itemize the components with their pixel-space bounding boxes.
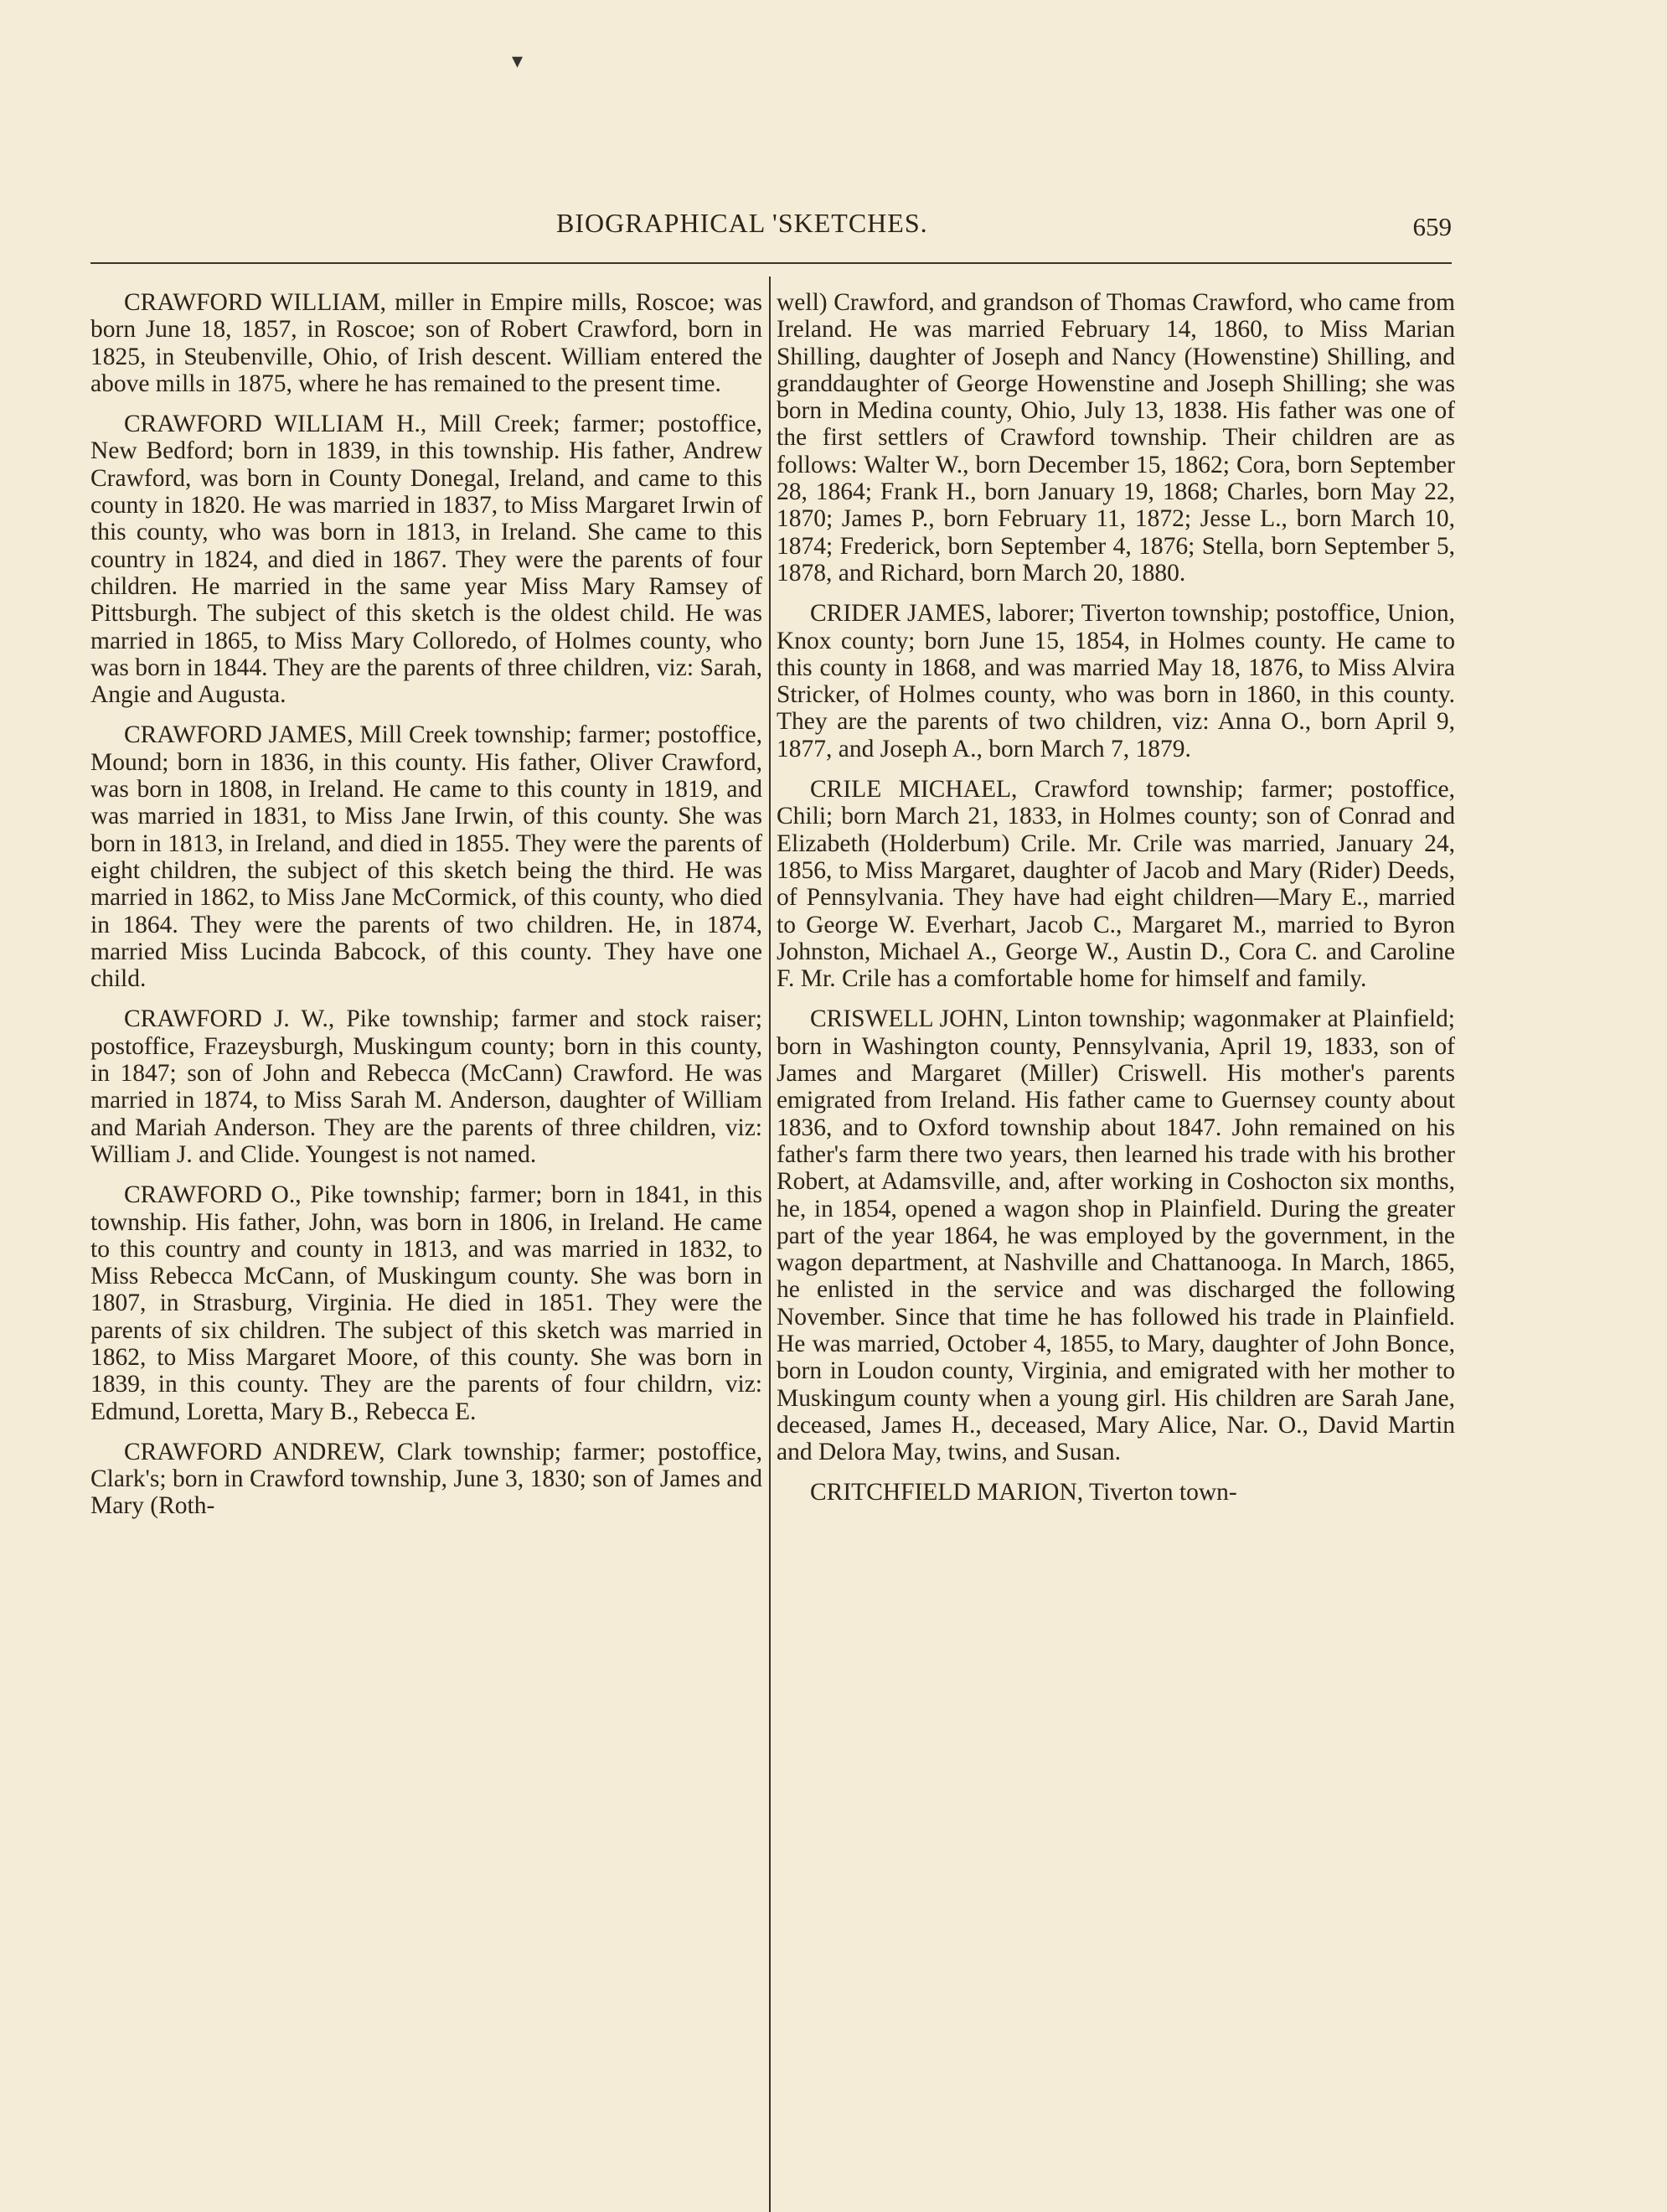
entry-crawford-j-w: CRAWFORD J. W., Pike township; farmer and stock raiser; postoffice, Frazeysburgh, Muskingum county; born in this county, in 1847; son of John and Rebecca (McCann) Crawford. He was married in 1874, to Miss Sarah M. Anderson, daughter of William and Mariah Anderson. They are the parents of three children, viz: William J. and Clide. Youngest is not named. xyxy=(90,1005,762,1168)
printer-mark: ▾ xyxy=(512,49,524,73)
right-column xyxy=(777,289,1455,1520)
header-rule xyxy=(90,262,1452,264)
entry-critchfield-marion: CRITCHFIELD MARION, Tiverton town- xyxy=(810,1479,1237,1507)
left-column xyxy=(90,289,762,1533)
entry-crawford-james: CRAWFORD JAMES, Mill Creek township; farmer; postoffice, Mound; born in 1836, in this county. His father, Oliver Crawford, was born in 1808, in Ireland. He came to this county in 1819, and was married in 1831, to Miss Jane Irwin, of this county. She was born in 1813, in Ireland, and died in 1855. They were the parents of eight children, the subject of this sketch being the third. He was married in 1862, to Miss Jane McCormick, of this county, who died in 1864. They were the parents of two children. He, in 1874, married Miss Lucinda Babcock, of this county. They have one child. xyxy=(90,721,762,993)
entry-crawford-o: CRAWFORD O., Pike township; farmer; born in 1841, in this township. His father, John, was born in 1806, in Ireland. He came to this country and county in 1813, and was married in 1832, to Miss Rebecca McCann, of Muskingum county. She was born in 1807, in Strasburg, Virginia. He died in 1851. They were the parents of six children. The subject of this sketch was married in 1862, to Miss Margaret Moore, of this county. She was born in 1839, in this county. They are the parents of four childrn, viz: Edmund, Loretta, Mary B., Rebecca E. xyxy=(90,1181,762,1425)
entry-crawford-andrew: CRAWFORD ANDREW, Clark township; farmer; postoffice, Clark's; born in Crawford township, June 3, 1830; son of James and Mary (Roth- xyxy=(90,1438,762,1520)
entry-crawford-william-h: CRAWFORD WILLIAM H., Mill Creek; farmer; postoffice, New Bedford; born in 1839, in this township. His father, Andrew Crawford, was born in County Donegal, Ireland, and came to this county in 1820. He was married in 1837, to Miss Margaret Irwin of this county, who was born in 1813, in Ireland. She came to this country in 1824, and died in 1867. They were the parents of four children. He married in the same year Miss Mary Ramsey of Pittsburgh. The subject of this sketch is the oldest child. He was married in 1865, to Miss Mary Colloredo, of Holmes county, who was born in 1844. They are the parents of three children, viz: Sarah, Angie and Augusta. xyxy=(90,411,762,709)
column-divider xyxy=(769,276,771,2212)
page-number: 659 xyxy=(1412,212,1452,241)
entry-crawford-andrew-continued: well) Crawford, and grandson of Thomas Crawford, who came from Ireland. He was married February 14, 1860, to Miss Marian Shilling, daughter of Joseph and Nancy (Howenstine) Shilling, and granddaughter of George Howenstine and Joseph Shilling; she was born in Medina county, Ohio, July 13, 1838. His father was one of the first settlers of Crawford township. Their children are as follows: Walter W., born December 15, 1862; Cora, born September 28, 1864; Frank H., born January 19, 1868; Charles, born May 22, 1870; James P., born February 11, 1872; Jesse L., born March 10, 1874; Frederick, born September 4, 1876; Stella, born September 5, 1878, and Richard, born March 20, 1880. xyxy=(777,289,1455,587)
entry-crile-michael: CRILE MICHAEL, Crawford township; farmer; postoffice, Chili; born March 21, 1833, in Holmes county; son of Conrad and Elizabeth (Holderbum) Crile. Mr. Crile was married, January 24, 1856, to Miss Margaret, daughter of Jacob and Mary (Rider) Deeds, of Pennsylvania. They have had eight children—Mary E., married to George W. Everhart, Jacob C., Margaret M., married to Byron Johnston, Michael A., George W., Austin D., Cora C. and Caroline F. Mr. Crile has a comfortable home for himself and family. xyxy=(777,776,1455,993)
running-title: BIOGRAPHICAL 'SKETCHES. xyxy=(556,208,928,238)
entry-criswell-john: CRISWELL JOHN, Linton township; wagonmaker at Plainfield; born in Washington county, Pennsylvania, April 19, 1833, son of James and Margaret (Miller) Criswell. His mother's parents emigrated from Ireland. His father came to Guernsey county about 1836, and to Oxford township about 1847. John remained on his father's farm there two years, then learned his trade with his brother Robert, at Adamsville, and, after working in Coshocton six months, he, in 1854, opened a wagon shop in Plainfield. During the greater part of the year 1864, he was employed by the government, in the wagon department, at Nashville and Chattanooga. In March, 1865, he enlisted in the service and was discharged the following November. Since that time he has followed his trade in Plainfield. He was married, October 4, 1855, to Mary, daughter of John Bonce, born in Loudon county, Virginia, and emigrated with her mother to Muskingum county when a young girl. His children are Sarah Jane, deceased, James H., deceased, Mary Alice, Nar. O., David Martin and Delora May, twins, and Susan. xyxy=(777,1005,1455,1466)
page-header xyxy=(90,204,1452,254)
entry-crawford-william: CRAWFORD WILLIAM, miller in Empire mills, Roscoe; was born June 18, 1857, in Roscoe; son of Robert Crawford, born in 1825, in Steubenville, Ohio, of Irish descent. William entered the above mills in 1875, where he has remained to the present time. xyxy=(90,289,762,397)
entry-crider-james: CRIDER JAMES, laborer; Tiverton township; postoffice, Union, Knox county; born June 15, 1854, in Holmes county. He came to this county in 1868, and was married May 18, 1876, to Miss Alvira Stricker, of Holmes county, who was born in 1860, in this county. They are the parents of two children, viz: Anna O., born April 9, 1877, and Joseph A., born March 7, 1879. xyxy=(777,600,1455,762)
